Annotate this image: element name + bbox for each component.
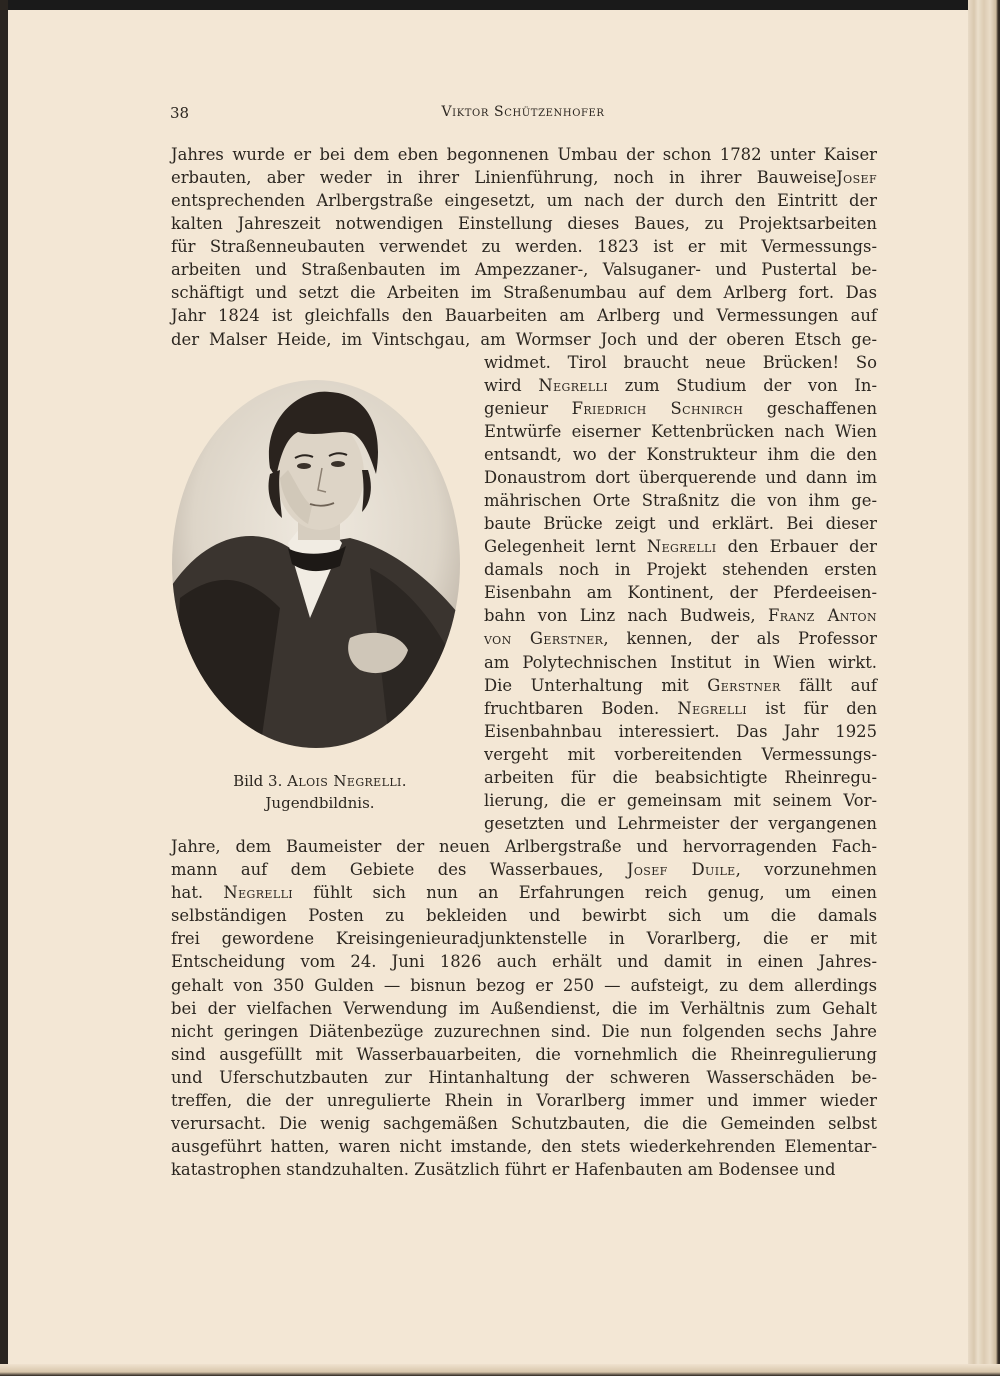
text-line (171, 835, 877, 858)
text-line (171, 212, 877, 235)
text-line (484, 443, 877, 466)
line-text: Donaustrom dort überquerende und dann im (484, 467, 877, 487)
line-name: von Gerstner (484, 629, 604, 649)
line-text-tail: , kennen, der als Professor (603, 629, 877, 649)
caption-prefix: Bild 3. (233, 772, 283, 790)
line-text: damals noch in Projekt stehenden ersten (484, 560, 877, 580)
line-name: Josef Duile (626, 860, 736, 880)
text-line (171, 1066, 877, 1089)
text-line (484, 697, 877, 720)
line-text: Die Unterhaltung mit (484, 675, 708, 695)
caption-line-1 (180, 770, 460, 792)
line-text: nicht geringen Diätenbezüge zuzurechnen sind. Die nun folgenden sechs Jahre (171, 1021, 877, 1041)
text-line (484, 351, 877, 374)
line-text: katastrophen standzuhalten. Zusätzlich führt er Hafenbauten am Bodensee und (171, 1160, 836, 1180)
text-line (171, 927, 877, 950)
line-text: am Polytechnischen Institut in Wien wirkt. (484, 652, 877, 672)
line-text: Eisenbahn am Kontinent, der Pferdeeisen- (484, 583, 877, 603)
text-line (484, 581, 877, 604)
text-line (484, 789, 877, 812)
line-text-tail: fühlt sich nun an Erfahrungen reich genug, um einen (293, 883, 877, 903)
text-line (171, 1020, 877, 1043)
text-line (484, 489, 877, 512)
line-text: hat. (171, 883, 224, 903)
line-text: frei gewordene Kreisingenieuradjunktenstelle in Vorarlberg, die er mit (171, 929, 877, 949)
line-text: widmet. Tirol braucht neue Brücken! So (484, 352, 877, 372)
text-line (484, 512, 877, 535)
text-line (171, 881, 877, 904)
line-text: arbeiten und Straßenbauten im Ampezzaner-, Valsuganer- und Pustertal be- (171, 260, 877, 280)
line-text: der Malser Heide, im Vintschgau, am Wormser Joch und der oberen Etsch ge- (171, 329, 877, 349)
text-line (171, 235, 877, 258)
line-text: erbauten, aber weder in ihrer Linienführung, noch in ihrer Bauweise (171, 168, 837, 188)
text-line (171, 997, 877, 1020)
line-text: bei der vielfachen Verwendung im Außendienst, die im Verhältnis zum Gehalt (171, 998, 877, 1018)
text-line (484, 374, 877, 397)
line-text: Jahr 1824 ist gleichfalls den Bauarbeiten am Arlberg und Vermessungen auf (171, 306, 877, 326)
line-text: mann auf dem Gebiete des Wasserbaues, (171, 860, 627, 880)
line-text-tail: fällt auf (780, 675, 877, 695)
text-line (171, 974, 877, 997)
line-text: sind ausgefüllt mit Wasserbauarbeiten, die vornehmlich die Rheinregulierung (171, 1044, 877, 1064)
line-text-tail: den Erbauer der (716, 537, 877, 557)
line-name: Friedrich Schnirch (571, 398, 744, 418)
line-text: genieur (484, 398, 572, 418)
line-name: Gerstner (707, 675, 781, 695)
line-name: Negrelli (223, 883, 294, 903)
line-name: Negrelli (677, 698, 748, 718)
text-line (484, 651, 877, 674)
line-text: arbeiten für die beabsichtigte Rheinregu- (484, 767, 877, 787)
running-title: Viktor Schützenhofer (441, 104, 605, 120)
text-line (484, 420, 877, 443)
line-text-tail: zum Studium der von In- (608, 375, 877, 395)
text-line (484, 397, 877, 420)
page-number: 38 (170, 104, 190, 122)
line-text: lierung, die er gemeinsam mit seinem Vor- (484, 790, 877, 810)
line-text: Gelegenheit lernt (484, 537, 647, 557)
line-text: fruchtbaren Boden. (484, 698, 678, 718)
text-line (484, 674, 877, 697)
line-text: für Straßenneubauten verwendet zu werden. 1823 ist er mit Vermessungs- (171, 237, 877, 257)
text-line (484, 604, 877, 627)
text-line (171, 1135, 877, 1158)
line-text: ausgeführt hatten, waren nicht imstande, den stets wiederkehrenden Elementar- (171, 1137, 877, 1156)
figure-caption (180, 770, 460, 814)
text-line (171, 1043, 877, 1066)
line-name: Negrelli (646, 537, 717, 557)
line-text: wird (484, 375, 539, 395)
line-text: Jahre, dem Baumeister der neuen Arlbergstraße und hervorragenden Fach- (171, 837, 877, 857)
portrait-image (170, 378, 462, 750)
line-text-tail: geschaffenen (743, 398, 877, 418)
page-edge-bottom (0, 1364, 1000, 1376)
line-text: selbständigen Posten zu bekleiden und bewirbt sich um die damals (171, 906, 877, 926)
text-line (484, 720, 877, 743)
page-edge-right (968, 0, 1000, 1376)
caption-name: Alois Negrelli. (287, 772, 407, 790)
text-line (484, 743, 877, 766)
text-line (171, 304, 877, 327)
line-text: kalten Jahreszeit notwendigen Einstellung dieses Baues, zu Projektsarbeiten (171, 214, 877, 234)
line-text: Jahres wurde er bei dem eben begonnenen Umbau der schon 1782 unter Kaiser (171, 145, 877, 164)
text-line (171, 281, 877, 304)
text-line (484, 812, 877, 835)
line-text: schäftigt und setzt die Arbeiten im Straßenumbau auf dem Arlberg fort. Das (171, 283, 877, 303)
line-text: Entscheidung vom 24. Juni 1826 auch erhält und damit in einen Jahres- (171, 952, 877, 972)
line-name: Negrelli (538, 375, 608, 395)
text-line (171, 189, 877, 212)
text-line (171, 1089, 877, 1112)
line-text: treffen, die der unregulierte Rhein in Vorarlberg immer und immer wieder (171, 1090, 877, 1110)
page-edge-top (0, 0, 1000, 10)
text-line (171, 258, 877, 281)
text-line (171, 143, 877, 166)
text-line (484, 627, 877, 650)
line-text: baute Brücke zeigt und erklärt. Bei dieser (484, 514, 877, 534)
line-text: gesetzten und Lehrmeister der vergangenen (484, 814, 877, 834)
line-text: Entwürfe eiserner Kettenbrücken nach Wien (484, 421, 877, 441)
line-text: vergeht mit vorbereitenden Vermessungs- (484, 744, 877, 764)
line-text: entsprechenden Arlbergstraße eingesetzt, um nach der durch den Eintritt der (171, 191, 877, 211)
page-edge-left (0, 0, 8, 1376)
text-line (171, 950, 877, 973)
text-line (484, 466, 877, 489)
line-text: verursacht. Die wenig sachgemäßen Schutzbauten, die die Gemeinden selbst (171, 1113, 877, 1133)
line-text: Eisenbahnbau interessiert. Das Jahr 1925 (484, 721, 877, 741)
line-name: Josef (836, 168, 877, 188)
line-text: gehalt von 350 Gulden — bisnun bezog er 250 — aufsteigt, zu dem allerdings (171, 975, 877, 995)
text-line (171, 1112, 877, 1135)
text-line (171, 1158, 877, 1181)
text-line (484, 535, 877, 558)
text-line (484, 766, 877, 789)
caption-line-2: Jugendbildnis. (265, 794, 375, 812)
line-text-tail: , vorzunehmen (735, 860, 877, 880)
text-line (171, 166, 877, 189)
line-text: bahn von Linz nach Budweis, (484, 606, 768, 626)
text-line (171, 328, 877, 351)
page-header (170, 104, 876, 126)
text-line (171, 858, 877, 881)
line-text: entsandt, wo der Konstrukteur ihm die den (484, 444, 877, 464)
line-text-tail: ist für den (747, 698, 877, 718)
line-name: Franz Anton (767, 606, 878, 626)
line-text: mährischen Orte Straßnitz die von ihm ge- (484, 491, 877, 511)
line-text: und Uferschutzbauten zur Hintanhaltung der schweren Wasserschäden be- (171, 1067, 877, 1087)
text-line (484, 558, 877, 581)
text-line (171, 904, 877, 927)
